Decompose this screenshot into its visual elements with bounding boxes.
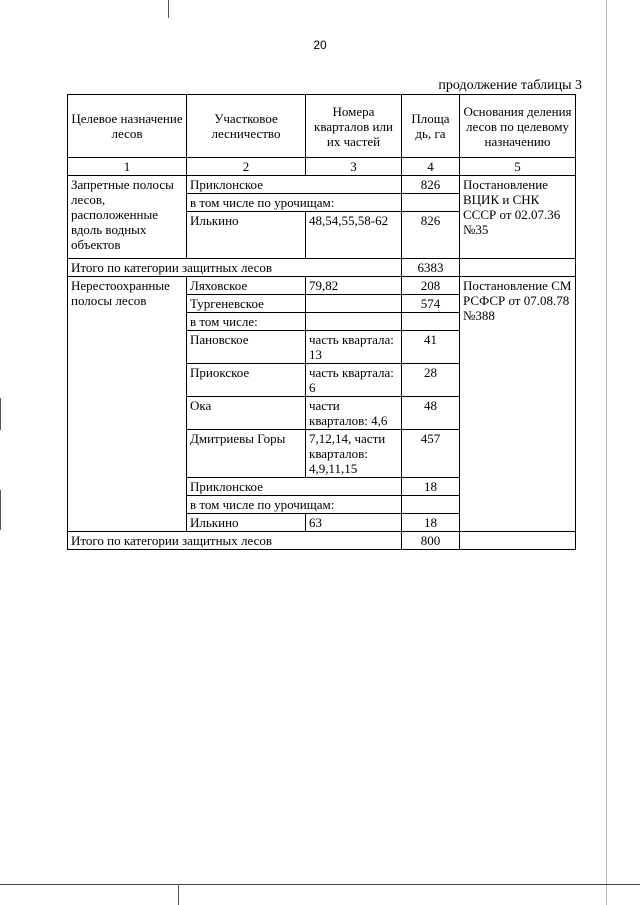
- district-cell: Приклонское: [187, 176, 402, 194]
- quarters-cell: 48,54,55,58-62: [306, 212, 402, 259]
- district-cell: в том числе по урочищам:: [187, 496, 402, 514]
- empty-cell: [460, 259, 576, 277]
- district-cell: Дмитриевы Горы: [187, 430, 306, 478]
- area-cell: 48: [402, 397, 460, 430]
- area-cell: 826: [402, 212, 460, 259]
- header-area: Площа дь, га: [402, 95, 460, 158]
- area-cell: [402, 194, 460, 212]
- scan-bottom-line: [0, 884, 640, 885]
- area-cell: 28: [402, 364, 460, 397]
- table-row: [68, 176, 576, 194]
- district-cell: в том числе по урочищам:: [187, 194, 402, 212]
- district-cell: Илькино: [187, 514, 306, 532]
- quarters-cell: [306, 295, 402, 313]
- quarters-cell: 7,12,14, части кварталов: 4,9,11,15: [306, 430, 402, 478]
- header-quarters: Номера кварталов или их частей: [306, 95, 402, 158]
- total-area: 800: [402, 532, 460, 550]
- area-cell: [402, 496, 460, 514]
- area-cell: 826: [402, 176, 460, 194]
- table-row: [68, 277, 576, 295]
- district-cell: Ляховское: [187, 277, 306, 295]
- column-number: 3: [306, 158, 402, 176]
- area-cell: 18: [402, 478, 460, 496]
- total-area: 6383: [402, 259, 460, 277]
- total-row: [68, 532, 576, 550]
- column-number: 1: [68, 158, 187, 176]
- empty-cell: [460, 532, 576, 550]
- total-label: Итого по категории защитных лесов: [68, 259, 402, 277]
- scan-edge-mark: [0, 398, 1, 430]
- quarters-cell: часть квартала: 6: [306, 364, 402, 397]
- purpose-cell: Запретные полосы лесов, расположенные вдоль водных объектов: [68, 176, 187, 259]
- district-cell: Тургеневское: [187, 295, 306, 313]
- quarters-cell: 79,82: [306, 277, 402, 295]
- quarters-cell: [306, 313, 402, 331]
- district-cell: Илькино: [187, 212, 306, 259]
- district-cell: Ока: [187, 397, 306, 430]
- column-number: 5: [460, 158, 576, 176]
- header-row: [68, 95, 576, 158]
- quarters-cell: части кварталов: 4,6: [306, 397, 402, 430]
- area-cell: 457: [402, 430, 460, 478]
- scan-edge-line: [606, 0, 607, 905]
- purpose-cell: Нерестоохранные полосы лесов: [68, 277, 187, 532]
- total-label: Итого по категории защитных лесов: [68, 532, 402, 550]
- area-cell: 18: [402, 514, 460, 532]
- scan-edge-mark: [168, 0, 169, 18]
- total-row: [68, 259, 576, 277]
- quarters-cell: 63: [306, 514, 402, 532]
- area-cell: 574: [402, 295, 460, 313]
- area-cell: 41: [402, 331, 460, 364]
- forest-purpose-table: [67, 94, 576, 550]
- column-number: 2: [187, 158, 306, 176]
- column-number: 4: [402, 158, 460, 176]
- header-purpose: Целевое назначение лесов: [68, 95, 187, 158]
- area-cell: [402, 313, 460, 331]
- district-cell: Приклонское: [187, 478, 402, 496]
- district-cell: в том числе:: [187, 313, 306, 331]
- basis-cell: Постановление ВЦИК и СНК СССР от 02.07.36 №35: [460, 176, 576, 259]
- quarters-cell: часть квартала: 13: [306, 331, 402, 364]
- column-number-row: [68, 158, 576, 176]
- header-district: Участковое лесничество: [187, 95, 306, 158]
- district-cell: Приокское: [187, 364, 306, 397]
- page-number: 20: [313, 38, 327, 52]
- header-basis: Основания деления лесов по целевому назначению: [460, 95, 576, 158]
- scan-bottom-tick: [178, 884, 179, 905]
- table-continuation-caption: продолжение таблицы 3: [438, 78, 582, 93]
- district-cell: Пановское: [187, 331, 306, 364]
- basis-cell: Постановление СМ РСФСР от 07.08.78 №388: [460, 277, 576, 532]
- area-cell: 208: [402, 277, 460, 295]
- scan-edge-mark: [0, 490, 1, 530]
